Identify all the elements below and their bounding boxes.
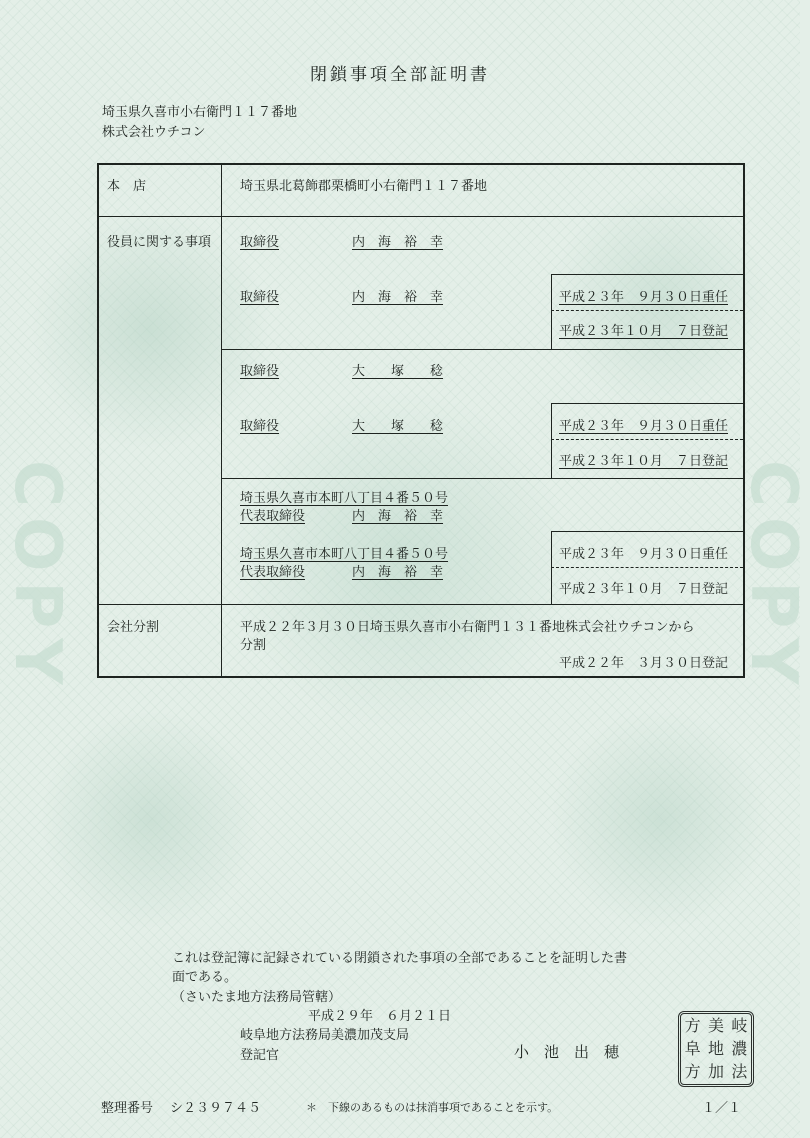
certification-date: 平成２９年 ６月２１日 <box>308 1009 452 1024</box>
official-seal: 方 美 岐 阜 地 濃 方 加 法 <box>678 1011 754 1087</box>
document-title: 閉鎖事項全部証明書 <box>310 65 490 85</box>
registry-table <box>97 163 745 678</box>
representative-date-reappointed: 平成２３年 ９月３０日重任 <box>559 547 729 562</box>
underline-note: ＊ 下線のあるものは抹消事項であることを示す。 <box>306 1101 559 1114</box>
officer-date-registered: 平成２３年１０月 ７日登記 <box>559 324 729 339</box>
officer-date-reappointed: 平成２３年 ９月３０日重任 <box>559 419 729 434</box>
head-office-label: 本 店 <box>107 179 147 194</box>
officers-label: 役員に関する事項 <box>107 235 212 250</box>
representative-date-registered: 平成２３年１０月 ７日登記 <box>559 582 729 597</box>
company-split-line2: 分割 <box>240 638 267 653</box>
company-name: 株式会社ウチコン <box>102 125 206 140</box>
officer-name: 内 海 裕 幸 <box>352 290 444 305</box>
representative-role: 代表取締役 <box>240 509 306 524</box>
jurisdiction: （さいたま地方法務局管轄） <box>172 990 342 1005</box>
officer-name: 大 塚 稔 <box>352 419 444 434</box>
copy-watermark-left: COPY <box>0 460 74 695</box>
certification-text-line2: 面である。 <box>172 970 238 985</box>
company-split-line1: 平成２２年３月３０日埼玉県久喜市小右衛門１３１番地株式会社ウチコンから <box>240 620 695 635</box>
officer-role: 取締役 <box>240 290 280 305</box>
copy-watermark-right: COPY <box>736 460 810 695</box>
head-office-value: 埼玉県北葛飾郡栗橋町小右衛門１１７番地 <box>240 179 488 194</box>
representative-address: 埼玉県久喜市本町八丁目４番５０号 <box>240 491 449 506</box>
officer-date-registered: 平成２３年１０月 ７日登記 <box>559 454 729 469</box>
registry-office: 岐阜地方法務局美濃加茂支局 <box>240 1028 410 1043</box>
company-address: 埼玉県久喜市小右衛門１１７番地 <box>102 105 298 120</box>
registrar-title: 登記官 <box>240 1048 280 1063</box>
representative-role: 代表取締役 <box>240 565 306 580</box>
company-split-label: 会社分割 <box>107 620 160 635</box>
certification-text-line1: これは登記簿に記録されている閉鎖された事項の全部であることを証明した書 <box>172 951 628 966</box>
officer-role: 取締役 <box>240 235 280 250</box>
representative-name: 内 海 裕 幸 <box>352 509 444 524</box>
page-number: １／１ <box>702 1101 742 1116</box>
officer-name: 大 塚 稔 <box>352 364 444 379</box>
officer-date-reappointed: 平成２３年 ９月３０日重任 <box>559 290 729 305</box>
representative-address: 埼玉県久喜市本町八丁目４番５０号 <box>240 547 449 562</box>
serial-number: シ２３９７４５ <box>170 1101 262 1116</box>
company-split-date: 平成２２年 ３月３０日登記 <box>559 656 729 671</box>
serial-label: 整理番号 <box>101 1101 154 1116</box>
officer-role: 取締役 <box>240 419 280 434</box>
representative-name: 内 海 裕 幸 <box>352 565 444 580</box>
registrar-name: 小 池 出 穂 <box>514 1043 620 1061</box>
officer-role: 取締役 <box>240 364 280 379</box>
officer-name: 内 海 裕 幸 <box>352 235 444 250</box>
